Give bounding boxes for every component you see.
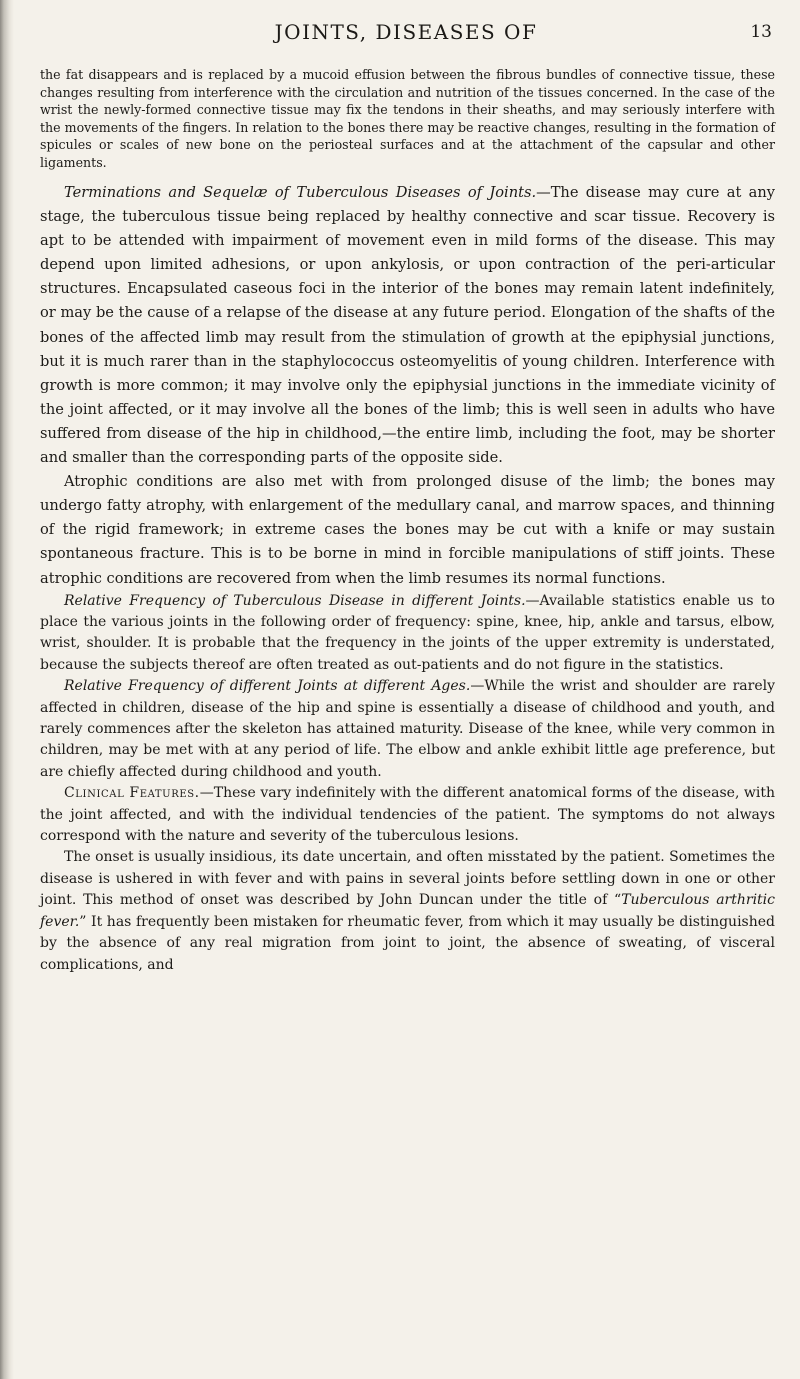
section-heading: Terminations and Sequelæ of Tuberculous Diseases of Joints. [64, 184, 537, 201]
paragraph-text: The onset is usually insidious, its date uncertain, and often misstated by the patient. Sometimes the disease is ushered in with fever and with pains in several joints before settling down in one or other joint. This method of onset was described by John Duncan under the title of “ [40, 849, 775, 909]
page-number: 13 [750, 22, 772, 42]
paragraph-terminations [40, 181, 775, 470]
page-header [40, 20, 772, 54]
paragraph-text: —These vary indefinitely with the different anatomical forms of the disease, with the joint affected, and with the individual tendencies of the patient. The symptoms do not always correspond with the nature and severity of the tuberculous lesions. [40, 785, 776, 845]
paragraph-continuation [40, 66, 775, 171]
page-edge-shadow [0, 0, 14, 1379]
section-heading: Clinical Features. [64, 785, 200, 802]
paragraph-text: —Available statistics enable us to place the various joints in the following order of frequency: spine, knee, hip, ankle and tarsus, elbow, wrist, shoulder. It is probable that the frequency in the joints of the upper extremity is understated, because the subjects thereof are often treated as out-patients and do not figure in the statistics. [40, 592, 775, 673]
paragraph-atrophic [40, 470, 775, 590]
paragraph-clinical-features [40, 783, 775, 847]
paragraph-text: the fat disappears and is replaced by a mucoid effusion between the fibrous bundles of connective tissue, these changes resulting from interference with the circulation and nutrition of the tissues concerned. In the case of the wrist the newly-formed connective tissue may fix the tendons in their sheaths, and may seriously interfere with the movements of the fingers. In relation to the bones there may be reactive changes, resulting in the formation of spicules or scales of new bone on the periosteal surfaces and at the attachment of the capsular and other ligaments. [40, 67, 775, 170]
body-text [40, 66, 775, 976]
quoted-title: Tuberculous arthritic fever. [40, 892, 775, 930]
paragraph-text: —While the wrist and shoulder are rarely affected in children, disease of the hip and spine is essentially a disease of childhood and youth, and rarely commences after the skeleton has attained maturity. Disease of the knee, while very common in children, may be met with at any period of life. The elbow and ankle exhibit little age preference, but are chiefly affected during childhood and youth. [40, 678, 775, 780]
running-title: JOINTS, DISEASES OF [274, 20, 538, 44]
paragraph-relative-frequency [40, 591, 775, 677]
paragraph-text-end: ” It has frequently been mistaken for rheumatic fever, from which it may usually be distinguished by the absence of any real migration from joint to joint, the absence of sweating, of visceral complications, and [40, 913, 775, 973]
section-heading: Relative Frequency of different Joints at different Ages. [64, 678, 471, 695]
section-heading: Relative Frequency of Tuberculous Disease in different Joints. [64, 592, 526, 609]
paragraph-frequency-ages [40, 676, 775, 783]
paragraph-onset [40, 847, 775, 975]
paragraph-text: Atrophic conditions are also met with from prolonged disuse of the limb; the bones may undergo fatty atrophy, with enlargement of the medullary canal, and marrow spaces, and thinning of the rigid framework; in extreme cases the bones may be cut with a knife or may sustain spontaneous fracture. This is to be borne in mind in forcible manipulations of stiff joints. These atrophic conditions are recovered from when the limb resumes its normal functions. [40, 473, 775, 587]
paragraph-text: —The disease may cure at any stage, the tuberculous tissue being replaced by healthy connective and scar tissue. Recovery is apt to be attended with impairment of movement even in mild forms of the disease. This may depend upon limited adhesions, or upon ankylosis, or upon contraction of the peri-articular structures. Encapsulated caseous foci in the interior of the bones may remain latent indefinitely, or may be the cause of a relapse of the disease at any future period. Elongation of the shafts of the bones of the affected limb may result from the stimulation of growth at the epiphysial junctions, but it is much rarer than in the staphylococcus osteomyelitis of young children. Interference with growth is more common; it may involve only the epiphysial junctions in the immediate vicinity of the joint affected, or it may involve all the bones of the limb; this is well seen in adults who have suffered from disease of the hip in childhood,—the entire limb, including the foot, may be shorter and smaller than the corresponding parts of the opposite side. [40, 184, 775, 467]
